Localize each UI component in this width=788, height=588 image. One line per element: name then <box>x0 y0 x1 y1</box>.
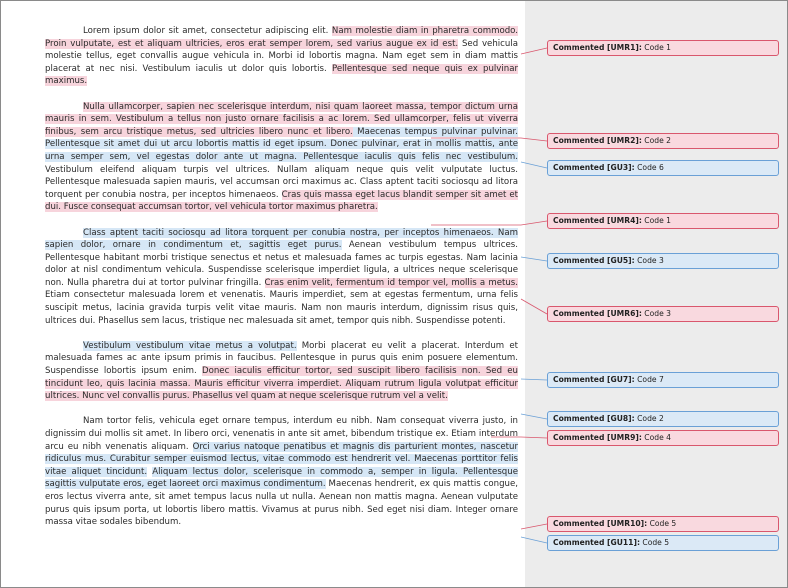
comment-text: Code 3 <box>637 256 664 265</box>
comment-highlight-umr6[interactable]: Cras enim velit, fermentum id tempor vel, mollis a metus. <box>264 277 519 288</box>
paragraph-2 <box>45 101 518 214</box>
comment-text: Code 2 <box>637 414 664 423</box>
comment-bubble-gu7[interactable] <box>547 372 779 388</box>
comment-highlight-umr9[interactable]: Donec iaculis efficitur tortor, sed suscipit libero facilisis non. Sed eu tincidunt leo, quis lacinia massa. Mauris efficitur viverra imperdiet. Aliquam rutrum ligula volutpat efficitur ultrices. Nunc vel convallis purus. Phasellus vel quam at neque scelerisque rutrum vel a velit. <box>45 366 518 402</box>
comment-bubble-umr4[interactable] <box>547 213 779 229</box>
comment-margin-pane <box>525 1 787 587</box>
comment-label: Commented [GU5]: <box>553 256 635 265</box>
comment-highlight-gu11[interactable]: Aliquam lectus dolor, scelerisque in commodo a, semper in ligula. Pellentesque sagittis vulputate eros, eget laoreet orci maximus condimentum. <box>45 466 518 490</box>
comment-label: Commented [GU11]: <box>553 538 640 547</box>
comment-text: Code 4 <box>644 433 671 442</box>
comment-label: Commented [UMR2]: <box>553 136 642 145</box>
comment-highlight-umr2-prev[interactable]: Pellentesque sed neque quis ex pulvinar maximus. <box>45 63 519 87</box>
comment-bubble-gu3[interactable] <box>547 160 779 176</box>
comment-highlight-gu3[interactable]: Maecenas tempus pulvinar pulvinar. Pellentesque sit amet dui ut arcu lobortis mattis id eget ipsum. Donec pulvinar, erat in mollis mattis, ante urna semper sem, vel egestas dolor ante ut magna. Pellentesque iaculis quis felis nec vestibulum. <box>45 126 518 162</box>
comment-bubble-umr6[interactable] <box>547 306 779 322</box>
comment-bubble-umr2[interactable] <box>547 133 779 149</box>
comment-highlight-umr4[interactable]: Cras quis massa eget lacus blandit semper sit amet et dui. Fusce consequat accumsan tortor, vel vehicula tortor maximus pharetra. <box>45 189 518 213</box>
paragraph-4 <box>45 340 518 403</box>
comment-bubble-gu8[interactable] <box>547 411 779 427</box>
comment-text: Code 1 <box>644 43 671 52</box>
comment-label: Commented [GU8]: <box>553 414 635 423</box>
text-run: Morbi placerat eu velit a placerat. Interdum et malesuada fames ac ante ipsum primis in faucibus. Pellentesque in purus quis enim posuere elementum. Suspendisse lobortis ipsum enim. <box>45 340 519 377</box>
comment-text: Code 3 <box>644 309 671 318</box>
comment-highlight-umr2[interactable]: Nulla ullamcorper, sapien nec scelerisque interdum, nisi quam laoreet massa, tempor dictum urna mauris in sem. Vestibulum a tellus non justo ornare facilisis a ac lorem. Sed ullamcorper, felis ut viverra finibus, sem arcu tristique metus, sed ultricies libero nunc et libero. <box>45 101 518 137</box>
text-run: Aenean vestibulum tempus ultrices. Pellentesque habitant morbi tristique senectus et netus et malesuada fames ac turpis egestas. Nam lacinia dolor at nisl condimentum vehicula. Suspendisse scelerisque imperdiet ligula, a ultrices neque scelerisque non. Nulla pharetra dui at tortor pulvinar fringilla. <box>45 240 519 288</box>
comment-text: Code 2 <box>644 136 671 145</box>
comment-bubble-umr1[interactable] <box>547 40 779 56</box>
comment-text: Code 5 <box>642 538 670 547</box>
comment-text: Code 6 <box>637 163 664 172</box>
comment-label: Commented [GU3]: <box>553 163 635 172</box>
text-run: Vestibulum eleifend aliquam turpis vel ultrices. Nullam aliquam neque quis velit vulputate luctus. Pellentesque malesuada sapien mauris, vel accumsan orci maximus ac. Class aptent taciti sociosqu ad litora torquent per conubia nostra, per inceptos himenaeos. <box>45 164 518 200</box>
comment-label: Commented [UMR10]: <box>553 519 648 528</box>
comment-text: Code 7 <box>637 375 664 384</box>
comment-label: Commented [UMR4]: <box>553 216 642 225</box>
comment-bubble-gu5[interactable] <box>547 253 779 269</box>
comment-bubble-umr10[interactable] <box>547 516 779 532</box>
comment-label: Commented [UMR1]: <box>553 43 642 52</box>
paragraph-1 <box>45 25 518 88</box>
text-run: Sed vehicula molestie tellus, eget convallis augue vehicula in. Morbi id lobortis magna. Nam eget sem in diam mattis placerat at nec nisi. Vestibulum iaculis ut dolor quis lobortis. <box>45 38 518 74</box>
comment-text: Code 5 <box>649 519 677 528</box>
comment-text: Code 1 <box>644 216 671 225</box>
comment-highlight-umr1[interactable]: Nam molestie diam in pharetra commodo. Proin vulputate, est et aliquam ultricies, eros erat semper lorem, sed varius augue ex id est. <box>45 26 518 49</box>
comment-bubble-gu11[interactable] <box>547 535 779 551</box>
paragraph-5 <box>45 415 518 528</box>
comment-label: Commented [UMR6]: <box>553 309 642 318</box>
comment-highlight-gu10[interactable]: Orci varius natoque penatibus et magnis dis parturient montes, nascetur ridiculus mus. Curabitur semper euismod lectus, vitae commodo est hendrerit vel. Maecenas porttitor felis vitae aliquet tincidunt. <box>45 441 518 477</box>
comment-highlight-gu7[interactable]: Vestibulum vestibulum vitae metus a volutpat. <box>83 340 297 351</box>
text-run: Maecenas hendrerit, ex quis mattis congue, eros lectus viverra ante, sit amet tempus lacus nulla ut nulla. Aenean non mattis magna. Aenean vulputate purus quis ipsum porta, ut lobortis libero mattis. Vivamus at purus nibh. Sed eget nisi diam. Integer ornare massa vitae sodales bibendum. <box>45 479 518 528</box>
text-run: Lorem ipsum dolor sit amet, consectetur adipiscing elit. <box>83 26 332 36</box>
comment-label: Commented [UMR9]: <box>553 433 642 442</box>
text-run: Etiam consectetur malesuada lorem et venenatis. Mauris imperdiet, sem at egestas fermentum, urna felis suscipit metus, lacinia gravida turpis velit vitae mauris. Nam non mauris interdum, dignissim risus quis, ultrices dui. Phasellus sem lacus, tristique nec malesuada sit amet, tempor quis nibh. Suspendisse potenti. <box>45 290 518 326</box>
text-run: Nam tortor felis, vehicula eget ornare tempus, interdum eu nibh. Nam consequat viverra justo, in dignissim dui mollis sit amet. In libero orci, venenatis in ante sit amet, bibendum tristique ex. Etiam interdum arcu eu nibh venenatis aliquam. <box>45 416 518 452</box>
comment-highlight-gu5[interactable]: Class aptent taciti sociosqu ad litora torquent per conubia nostra, per inceptos himenaeos. Nam sapien dolor, ornare in condimentum et, sagittis eget purus. <box>45 227 518 251</box>
paragraph-3 <box>45 227 518 328</box>
comment-bubble-umr9[interactable] <box>547 430 779 446</box>
comment-label: Commented [GU7]: <box>553 375 635 384</box>
document-body <box>45 25 518 541</box>
